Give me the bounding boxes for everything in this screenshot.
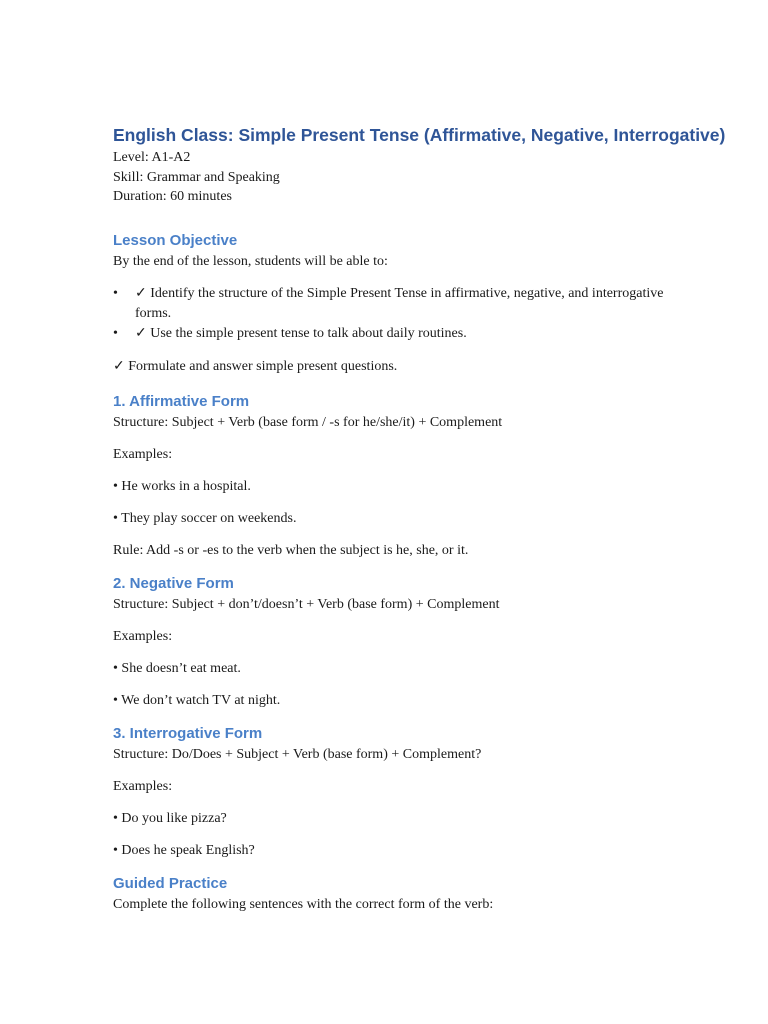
affirmative-examples-label: Examples: xyxy=(113,446,173,462)
list-item xyxy=(113,284,673,324)
objective-list xyxy=(113,284,673,344)
example-item: • Do you like pizza? xyxy=(113,810,227,826)
list-item xyxy=(113,324,673,344)
negative-heading: 2. Negative Form xyxy=(113,574,234,592)
example-item: • They play soccer on weekends. xyxy=(113,510,297,526)
document-page xyxy=(113,122,726,915)
interrogative-examples-label: Examples: xyxy=(113,778,173,794)
practice-heading: Guided Practice xyxy=(113,874,228,892)
affirmative-heading: 1. Affirmative Form xyxy=(113,392,250,410)
example-item: • She doesn’t eat meat. xyxy=(113,660,241,676)
document-title: English Class: Simple Present Tense (Affirmative, Negative, Interrogative) xyxy=(113,125,726,145)
negative-structure: Structure: Subject + don’t/doesn’t + Verb (base form) + Complement xyxy=(113,596,500,612)
interrogative-structure: Structure: Do/Does + Subject + Verb (base form) + Complement? xyxy=(113,746,482,762)
affirmative-rule: Rule: Add -s or -es to the verb when the subject is he, she, or it. xyxy=(113,542,469,558)
objective-heading: Lesson Objective xyxy=(113,231,238,249)
level-line: Level: A1-A2 xyxy=(113,150,191,165)
example-item: • Does he speak English? xyxy=(113,842,255,858)
practice-intro: Complete the following sentences with the correct form of the verb: xyxy=(113,896,494,912)
objective-intro: By the end of the lesson, students will be able to: xyxy=(113,253,388,269)
skill-line: Skill: Grammar and Speaking xyxy=(113,169,280,185)
duration-line: Duration: 60 minutes xyxy=(113,189,232,204)
affirmative-structure: Structure: Subject + Verb (base form / -s for he/she/it) + Complement xyxy=(113,414,503,430)
example-item: • We don’t watch TV at night. xyxy=(113,692,281,708)
objective-extra: ✓ Formulate and answer simple present questions. xyxy=(113,358,398,374)
bullet-icon: • xyxy=(113,325,118,341)
interrogative-heading: 3. Interrogative Form xyxy=(113,724,263,742)
bullet-icon: • xyxy=(113,285,118,301)
list-item-text: ✓ Use the simple present tense to talk about daily routines. xyxy=(135,325,467,341)
list-item-text: ✓ Identify the structure of the Simple Present Tense in affirmative, negative, and interrogative forms. xyxy=(135,285,664,321)
negative-examples-label: Examples: xyxy=(113,628,173,644)
example-item: • He works in a hospital. xyxy=(113,478,251,494)
